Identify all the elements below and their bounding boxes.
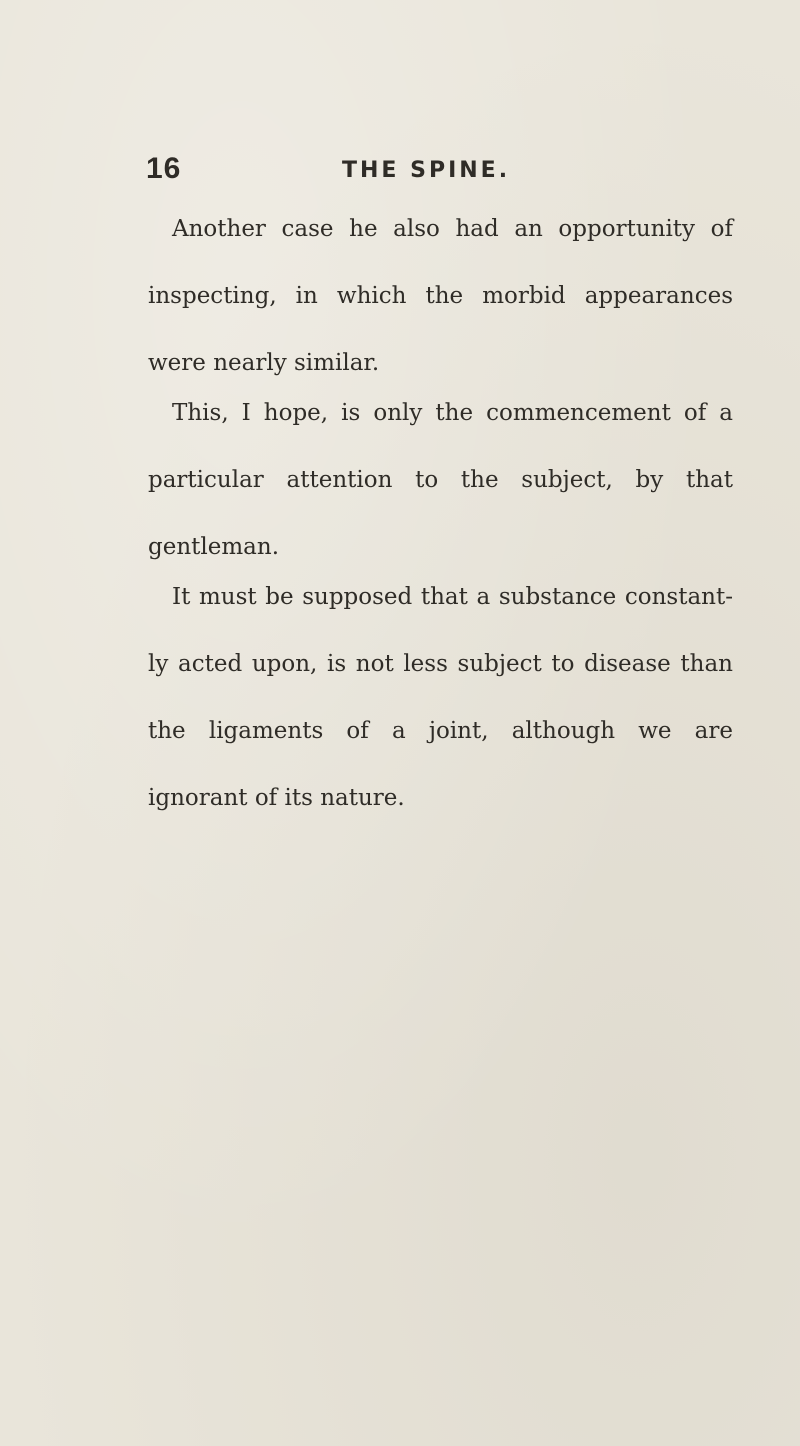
paragraph-2 <box>148 380 733 581</box>
paragraph-line: were nearly similar. <box>148 350 380 376</box>
paragraph-line: Another case he also had an opportunity of <box>172 216 733 242</box>
paragraph-3 <box>148 564 733 832</box>
paragraph-line: ignorant of its nature. <box>148 785 405 811</box>
page-number: 16 <box>146 152 182 185</box>
paragraph-line: It must be supposed that a substance constant- <box>172 584 733 610</box>
paragraph-line: the ligaments of a joint, although we are <box>148 718 733 744</box>
paragraph-line: inspecting, in which the morbid appearances <box>148 283 733 309</box>
running-title: THE SPINE. <box>342 158 511 183</box>
paragraph-line: This, I hope, is only the commencement of a <box>172 400 733 426</box>
paragraph-1 <box>148 196 733 397</box>
paragraph-line: gentleman. <box>148 534 280 560</box>
paragraph-line: particular attention to the subject, by that <box>148 467 733 493</box>
page-header <box>146 152 706 196</box>
paragraph-line: ly acted upon, is not less subject to disease than <box>148 651 733 677</box>
